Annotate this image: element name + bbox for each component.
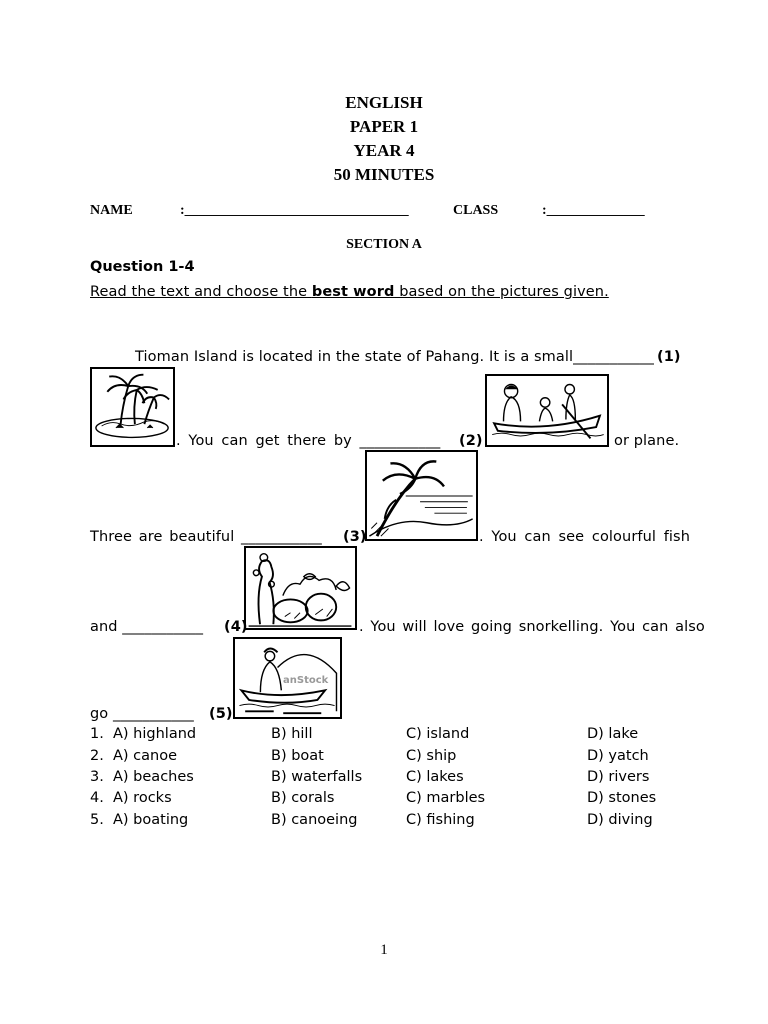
page-number: 1 (380, 942, 388, 958)
class-blank: :______________ (542, 203, 645, 218)
name-blank: :________________________________ (180, 203, 409, 218)
answer-2-b: B) boat (271, 748, 324, 764)
coral-reef-icon (246, 548, 355, 628)
answer-5-b: B) canoeing (271, 812, 358, 828)
answer-num-2: 2. (90, 748, 104, 764)
beach-palm-icon (367, 452, 476, 539)
beach-picture (365, 450, 478, 541)
answer-4-c: C) marbles (406, 790, 486, 806)
island-picture (90, 367, 175, 447)
question-heading: Question 1-4 (90, 259, 195, 275)
name-label: NAME (90, 203, 133, 218)
answer-3-a: A) beaches (113, 769, 194, 785)
passage-line-3a: Three are beautiful ___________ (90, 529, 322, 545)
answer-1-a: A) highland (113, 726, 197, 742)
title-english: ENGLISH (345, 93, 423, 112)
answer-5-c: C) fishing (406, 812, 475, 828)
answer-4-b: B) corals (271, 790, 335, 806)
passage-line-5a: go ___________ (90, 706, 194, 722)
passage-line-4b: . You will love going snorkelling. You can also (359, 619, 705, 635)
class-label: CLASS (453, 203, 499, 218)
picture-watermark: anStock (283, 675, 329, 686)
blank-number-1: (1) (657, 349, 681, 365)
passage-line-4a: and ___________ (90, 619, 204, 635)
passage-line-2b: or plane. (614, 433, 680, 449)
passage-line-3b: . You can see colourful fish (479, 529, 690, 545)
title-duration: 50 MINUTES (333, 165, 435, 184)
section-heading: SECTION A (346, 237, 422, 252)
answer-1-d: D) lake (587, 726, 639, 742)
answer-num-5: 5. (90, 812, 104, 828)
answer-3-c: C) lakes (406, 769, 464, 785)
answer-2-d: D) yatch (587, 748, 649, 764)
answer-num-4: 4. (90, 790, 104, 806)
title-year: YEAR 4 (353, 141, 415, 160)
boat-people-icon (487, 376, 607, 445)
answer-3-d: D) rivers (587, 769, 650, 785)
answer-4-a: A) rocks (113, 790, 172, 806)
answer-2-c: C) ship (406, 748, 457, 764)
title-paper: PAPER 1 (349, 117, 419, 136)
blank-number-4: (4) (224, 619, 248, 635)
fisherman-picture (233, 637, 342, 719)
answer-5-a: A) boating (113, 812, 189, 828)
instruction-bold: best word (311, 284, 395, 300)
answer-1-b: B) hill (271, 726, 313, 742)
island-palm-icon (92, 369, 173, 445)
blank-number-2: (2) (459, 433, 483, 449)
instruction (90, 284, 609, 300)
blank-number-3: (3) (343, 529, 367, 545)
blank-number-5: (5) (209, 706, 233, 722)
answer-1-c: C) island (406, 726, 470, 742)
answer-4-d: D) stones (587, 790, 657, 806)
answer-num-1: 1. (90, 726, 104, 742)
answer-5-d: D) diving (587, 812, 653, 828)
answer-3-b: B) waterfalls (271, 769, 363, 785)
coral-picture (244, 546, 357, 630)
answer-num-3: 3. (90, 769, 104, 785)
answer-2-a: A) canoe (113, 748, 178, 764)
instruction-pre: Read the text and choose the (90, 284, 312, 300)
instruction-post: based on the pictures given. (394, 284, 609, 300)
passage-line-1: Tioman Island is located in the state of Pahang. It is a small___________ (135, 349, 654, 365)
boat-picture (485, 374, 609, 447)
passage-line-2a: . You can get there by ___________ (176, 433, 441, 449)
